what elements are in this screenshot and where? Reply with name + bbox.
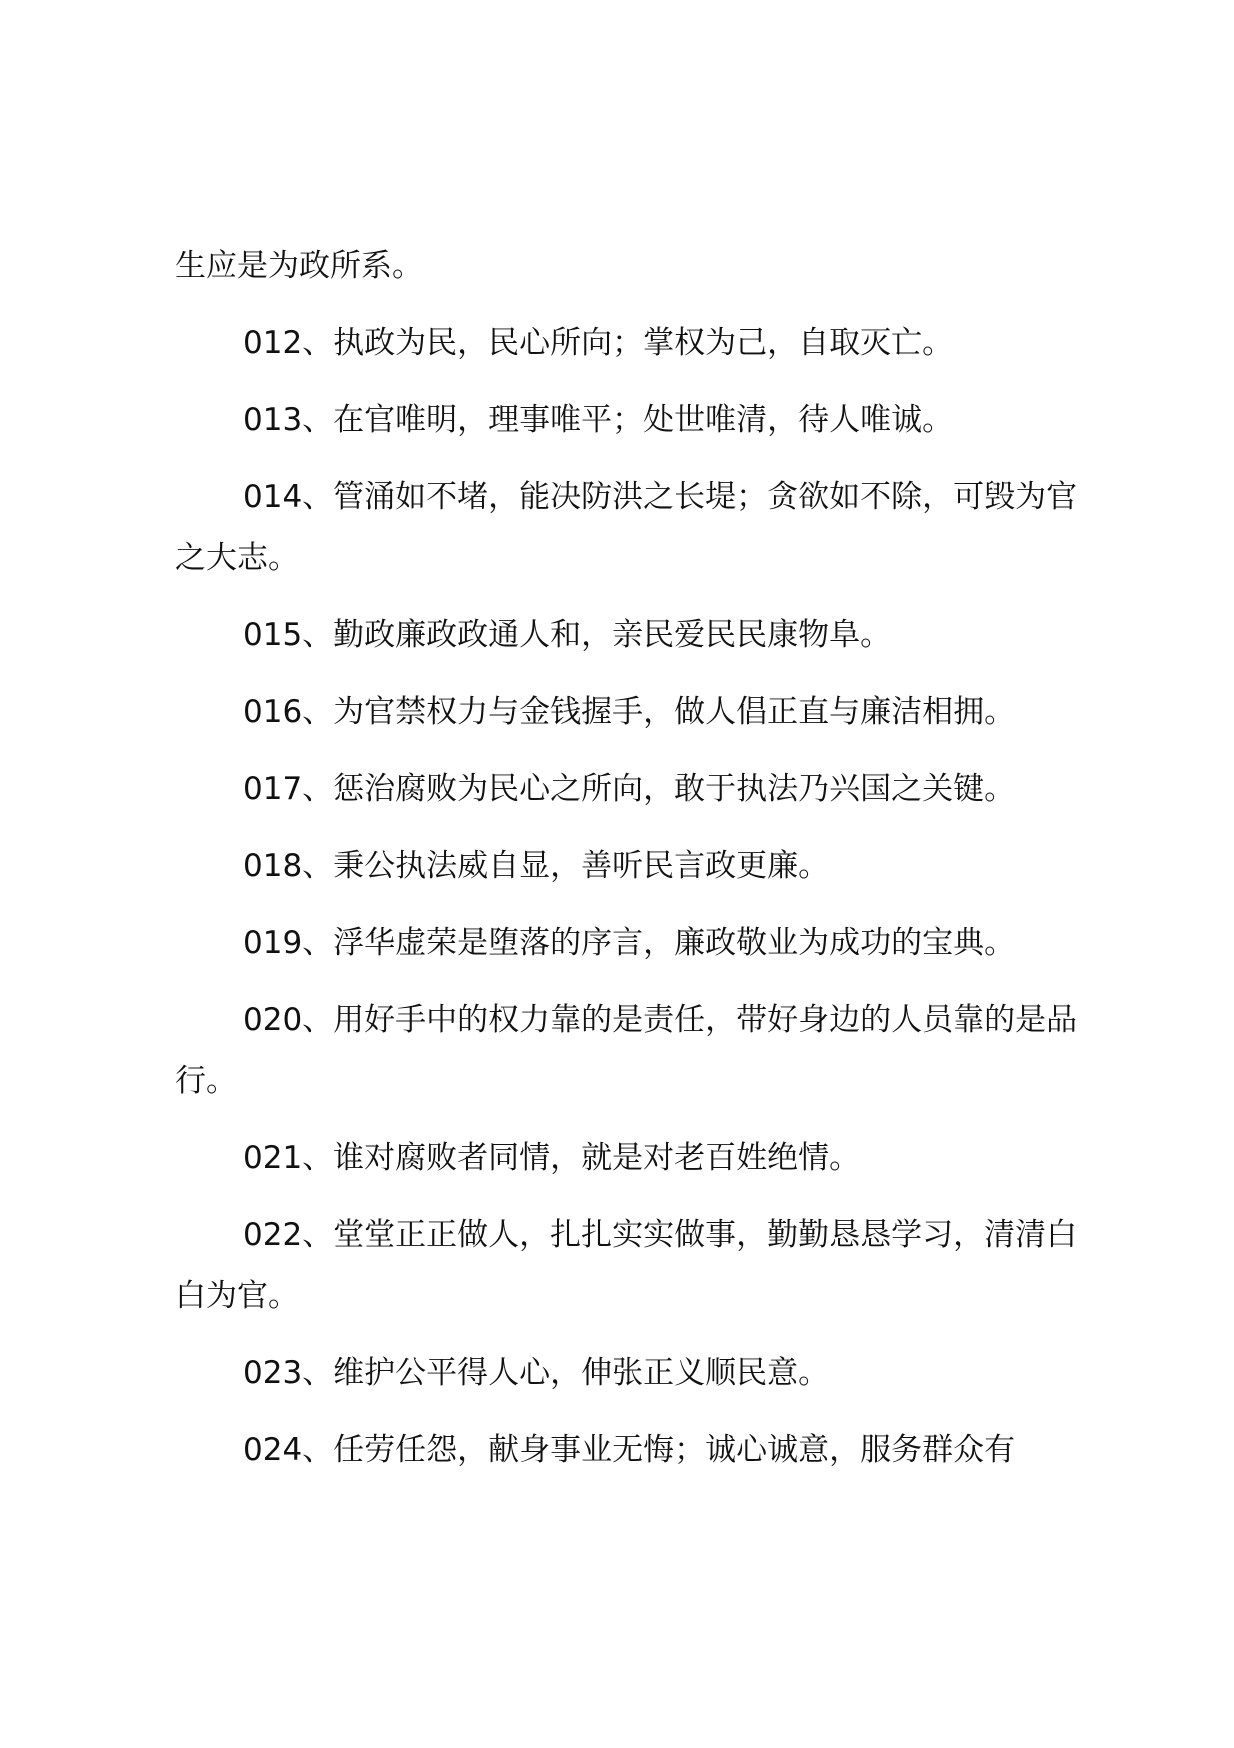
paragraph-022: 022、堂堂正正做人，扎扎实实做事，勤勤恳恳学习，清清白白为官。 (175, 1217, 1078, 1314)
paragraph-015: 015、勤政廉政政通人和，亲民爱民民康物阜。 (243, 617, 892, 653)
paragraph-continuation: 生应是为政所系。 (175, 248, 423, 284)
paragraph-023: 023、维护公平得人心，伸张正义顺民意。 (243, 1355, 830, 1391)
paragraph-018: 018、秉公执法威自显，善听民言政更廉。 (243, 848, 830, 884)
paragraph-014: 014、管涌如不堵，能决防洪之长堤；贪欲如不除，可毁为官之大志。 (175, 479, 1078, 576)
paragraph-019: 019、浮华虚荣是堕落的序言，廉政敬业为成功的宝典。 (243, 925, 1016, 961)
document-body (175, 236, 1085, 1497)
paragraph-012: 012、执政为民，民心所向；掌权为己，自取灭亡。 (243, 325, 954, 361)
paragraph-016: 016、为官禁权力与金钱握手，做人倡正直与廉洁相拥。 (243, 694, 1016, 730)
paragraph-017: 017、惩治腐败为民心之所向，敢于执法乃兴国之关键。 (243, 771, 1016, 807)
paragraph-020: 020、用好手中的权力靠的是责任，带好身边的人员靠的是品行。 (175, 1002, 1078, 1099)
paragraph-024: 024、任劳任怨，献身事业无悔；诚心诚意，服务群众有 (243, 1432, 1016, 1468)
paragraph-021: 021、谁对腐败者同情，就是对老百姓绝情。 (243, 1140, 861, 1176)
paragraph-013: 013、在官唯明，理事唯平；处世唯清，待人唯诚。 (243, 402, 954, 438)
